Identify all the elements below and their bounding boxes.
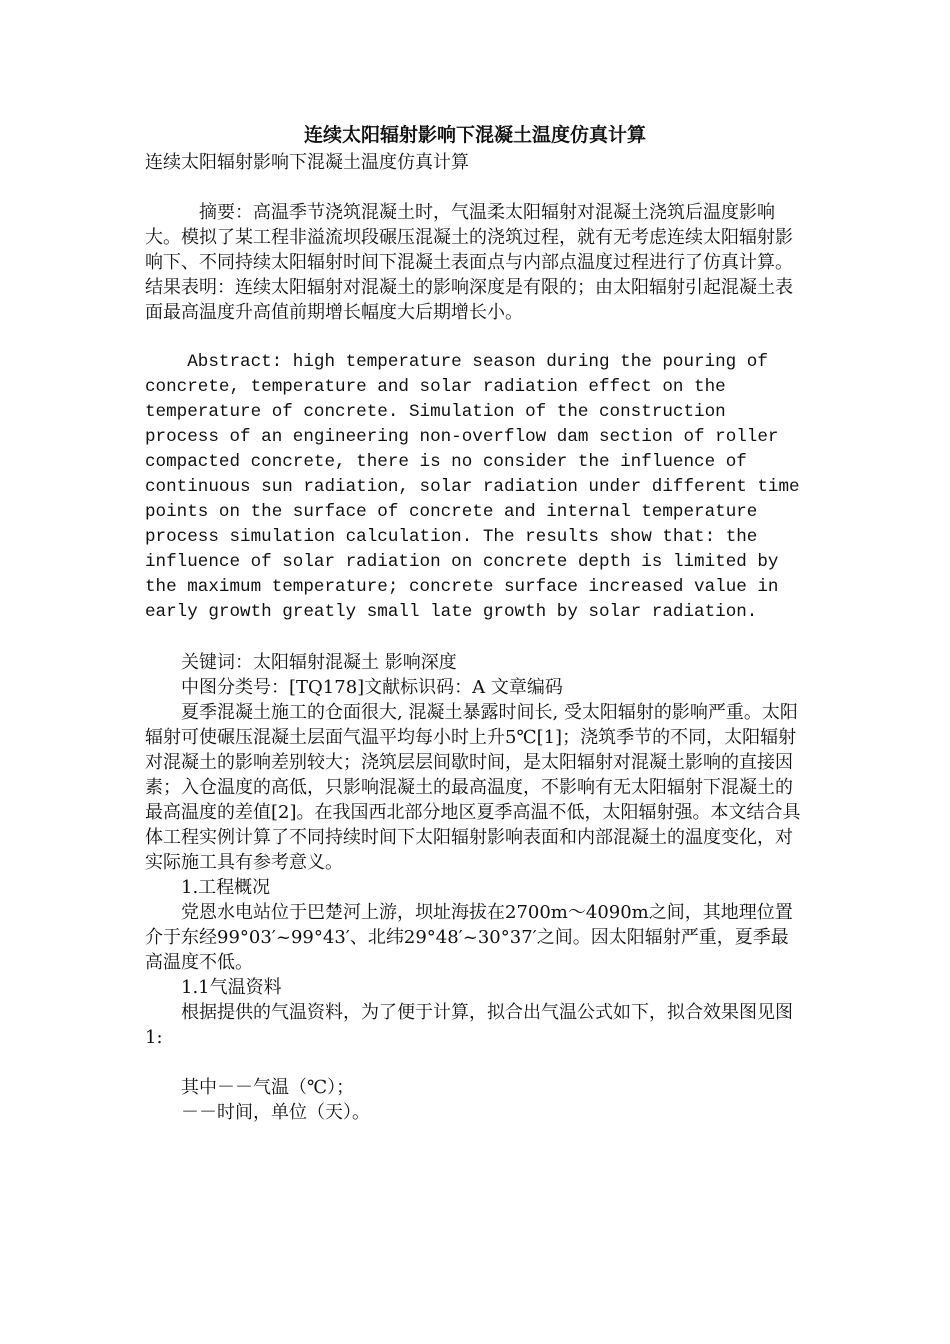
document-subtitle: 连续太阳辐射影响下混凝土温度仿真计算	[145, 152, 469, 173]
keywords: 关键词：太阳辐射混凝土 影响深度	[181, 652, 457, 673]
abstract-en: Abstract: high temperature season during the pouring of concrete, temperature and solar radiation effect on the temperature of concrete. Simulation of the construction process of an engineering non-overflow dam section of roller compacted concrete, there is no consider the influence of continuous sun radiation, solar radiation under different time points on the surface of concrete and internal temperature process simulation calculation. The results show that: the influence of solar radiation on concrete depth is limited by the maximum temperature; concrete surface increased value in early growth greatly small late growth by solar radiation.	[145, 352, 811, 622]
section-1-1-heading: 1.1气温资料	[181, 977, 282, 998]
document-title: 连续太阳辐射影响下混凝土温度仿真计算	[303, 124, 646, 146]
document-page	[145, 120, 811, 1125]
classification: 中图分类号：[TQ178]文献标识码：A 文章编码	[181, 677, 563, 698]
spacer	[145, 175, 805, 200]
formula-definition-time: －－时间，单位（天）。	[181, 1102, 370, 1123]
formula-definition-temperature: 其中－－气温（℃）；	[181, 1077, 355, 1098]
intro-paragraph: 夏季混凝土施工的仓面很大, 混凝土暴露时间长, 受太阳辐射的影响严重。太阳辐射可使碾压混凝土层面气温平均每小时上升5℃[1]；浇筑季节的不同，太阳辐射对混凝土的影响差别较大；浇筑层层间歇时间，是太阳辐射对混凝土影响的直接因素；入仓温度的高低，只影响混凝土的最高温度，不影响有无太阳辐射下混凝土的最高温度的差值[2]。在我国西北部分地区夏季高温不低，太阳辐射强。本文结合具体工程实例计算了不同持续时间下太阳辐射影响表面和内部混凝土的温度变化，对实际施工具有参考意义。	[145, 702, 801, 873]
spacer	[145, 1050, 805, 1075]
section-1-paragraph: 党恩水电站位于巴楚河上游，坝址海拔在2700m～4090m之间，其地理位置介于东经99°03′~99°43′、北纬29°48′~30°37′之间。因太阳辐射严重，夏季最高温度不低。	[145, 902, 793, 973]
abstract-cn: 摘要：高温季节浇筑混凝土时，气温柔太阳辐射对混凝土浇筑后温度影响大。模拟了某工程非溢流坝段碾压混凝土的浇筑过程，就有无考虑连续太阳辐射影响下、不同持续太阳辐射时间下混凝土表面点与内部点温度过程进行了仿真计算。结果表明：连续太阳辐射对混凝土的影响深度是有限的；由太阳辐射引起混凝土表面最高温度升高值前期增长幅度大后期增长小。	[145, 202, 793, 323]
section-1-1-paragraph: 根据提供的气温资料，为了便于计算，拟合出气温公式如下，拟合效果图见图1:	[145, 1002, 793, 1048]
section-1-heading: 1.工程概况	[181, 877, 271, 898]
spacer	[145, 625, 805, 650]
spacer	[145, 325, 805, 350]
